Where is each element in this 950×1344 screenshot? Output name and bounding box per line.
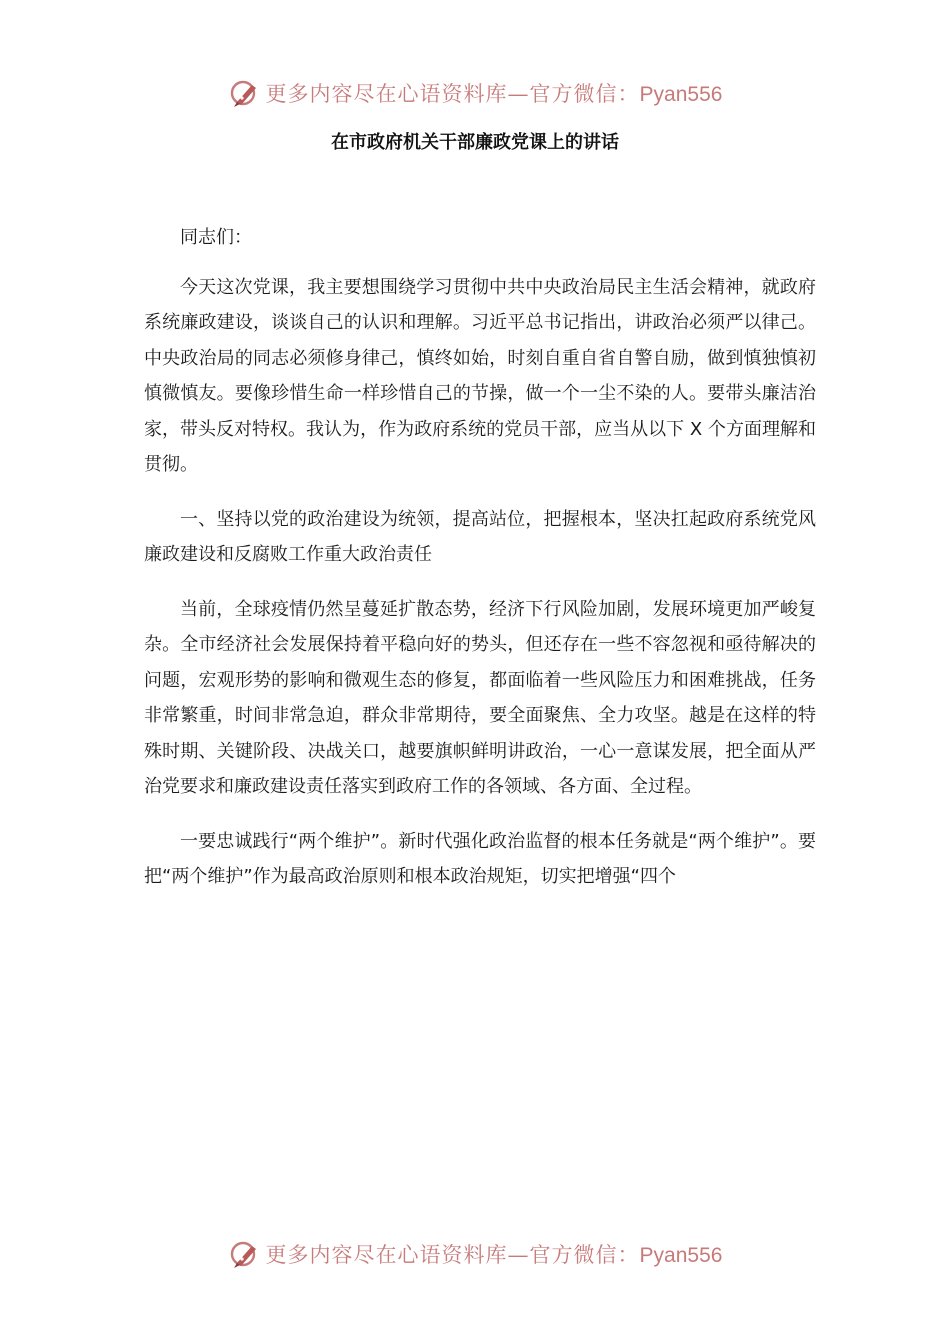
paragraph-point-1: 一要忠诚践行“两个维护”。新时代强化政治监督的根本任务就是“两个维护”。要把“两个维护”作为最高政治原则和根本政治规矩，切实把增强“四个	[144, 830, 816, 887]
salutation: 同志们：	[180, 227, 252, 248]
watermark-footer	[0, 1234, 950, 1274]
watermark-text: 更多内容尽在心语资料库—官方微信：Pyan556	[265, 1243, 723, 1267]
section-heading-1: 一、坚持以党的政治建设为统领，提高站位，把握根本，坚决扛起政府系统党风廉政建设和反腐败工作重大政治责任	[144, 508, 816, 565]
paragraph-intro: 今天这次党课，我主要想围绕学习贯彻中共中央政治局民主生活会精神，就政府系统廉政建设，谈谈自己的认识和理解。习近平总书记指出，讲政治必须严以律己。中央政治局的同志必须修身律己，慎终如始，时刻自重自省自警自励，做到慎独慎初慎微慎友。要像珍惜生命一样珍惜自己的节操，做一个一尘不染的人。要带头廉洁治家，带头反对特权。我认为，作为政府系统的党员干部，应当从以下 X 个方面理解和贯彻。	[144, 276, 816, 475]
document-title: 在市政府机关干部廉政党课上的讲话	[331, 132, 619, 153]
watermark-text: 更多内容尽在心语资料库—官方微信：Pyan556	[265, 82, 723, 106]
watermark-header	[0, 73, 950, 113]
pen-nib-logo-icon	[228, 76, 262, 110]
paragraph-context: 当前，全球疫情仍然呈蔓延扩散态势，经济下行风险加剧，发展环境更加严峻复杂。全市经济社会发展保持着平稳向好的势头，但还存在一些不容忽视和亟待解决的问题，宏观形势的影响和微观生态的修复，都面临着一些风险压力和困难挑战，任务非常繁重，时间非常急迫，群众非常期待，要全面聚焦、全力攻坚。越是在这样的特殊时期、关键阶段、决战关口，越要旗帜鲜明讲政治，一心一意谋发展，把全面从严治党要求和廉政建设责任落实到政府工作的各领域、各方面、全过程。	[144, 598, 816, 797]
document-body	[144, 220, 816, 914]
pen-nib-logo-icon	[228, 1237, 262, 1271]
